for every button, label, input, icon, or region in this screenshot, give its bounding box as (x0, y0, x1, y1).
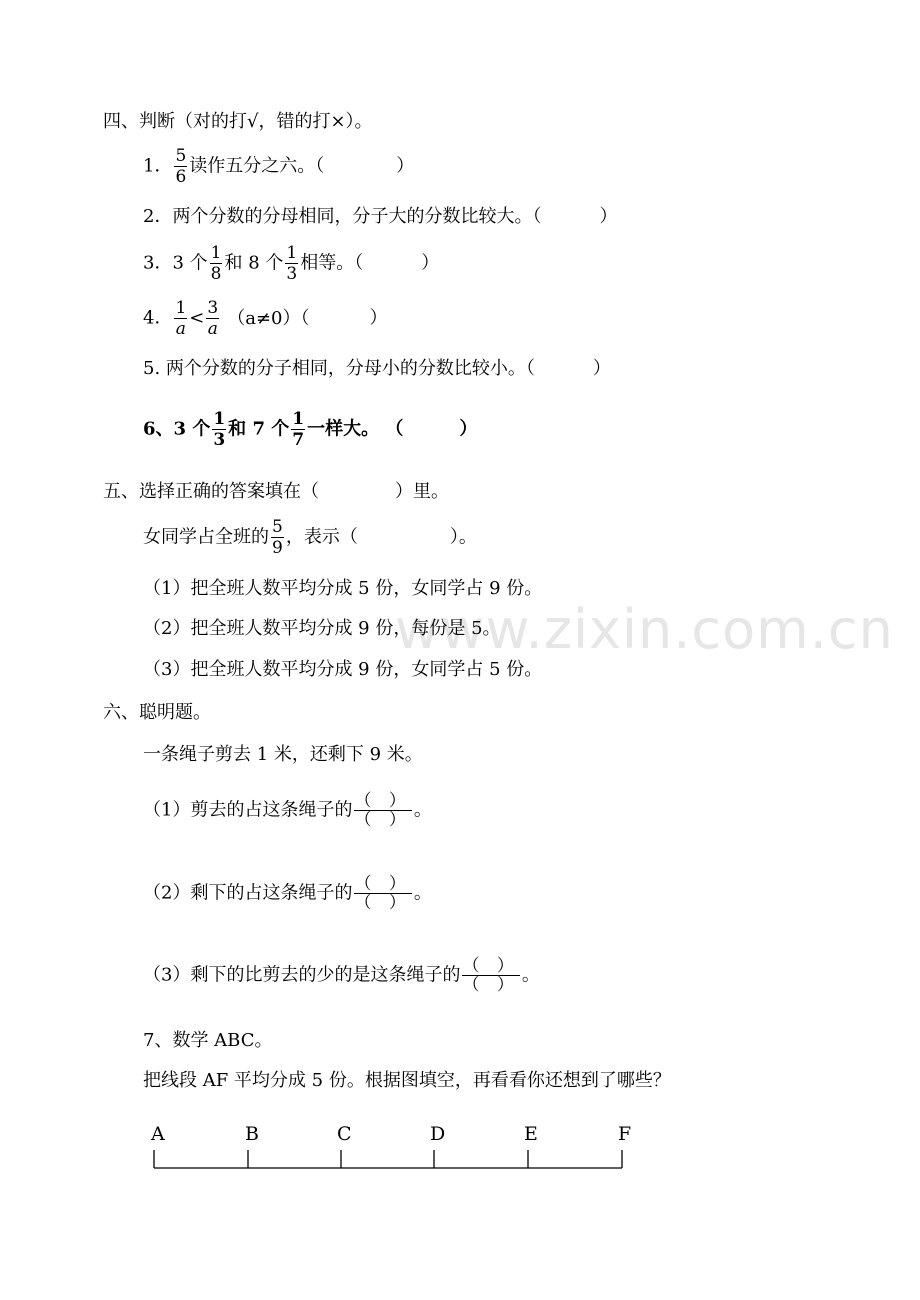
period: 。 (521, 964, 540, 986)
q4-num: 4． (143, 307, 173, 329)
option-2: （2）把全班人数平均分成 9 份，每份是 5。 (143, 618, 501, 639)
watermark: www.zixin.com.cn (395, 598, 894, 661)
q6-fraction-1: $\frac{1}{3}$ (213, 409, 226, 450)
section7-heading: 7、数学 ABC。 (143, 1030, 273, 1051)
q6-pre: 6、3 个 (143, 418, 211, 440)
q4-close: ） (369, 307, 388, 329)
section5-stem-post: ，表示（ (285, 526, 358, 548)
q3-mid: 和 8 个 (224, 252, 284, 274)
period: 。 (413, 882, 432, 904)
option-3: （3）把全班人数平均分成 9 份，女同学占 5 份。 (143, 659, 543, 680)
label-a: A (151, 1123, 165, 1145)
label-d: D (430, 1123, 446, 1145)
section4-heading: 四、判断（对的打√，错的打×）。 (103, 111, 373, 132)
q3-pre: 3．3 个 (143, 252, 208, 274)
label-c: C (337, 1123, 352, 1145)
section5-stem-close: ）。 (449, 526, 477, 548)
q1-close: ） (396, 155, 415, 177)
q4-fraction-2: $\frac{3}{a}$ (207, 298, 219, 339)
section5-heading-post: ）里。 (395, 481, 449, 502)
section5-fraction: $\frac{5}{9}$ (272, 517, 283, 558)
q6-fraction-2: $\frac{1}{7}$ (292, 409, 305, 450)
q3-close: ） (421, 252, 440, 274)
label-e: E (524, 1123, 538, 1145)
section5-stem-pre: 女同学占全班的 (143, 526, 269, 548)
blank-fraction: （ ） （ ） (462, 956, 520, 995)
q4-fraction-1: $\frac{1}{a}$ (175, 298, 187, 339)
label-f: F (618, 1123, 632, 1145)
q5-text: 5. 两个分数的分子相同，分母小的分数比较小。（ (143, 358, 535, 379)
section6-q1-text: （1）剪去的占这条绳子的 (143, 799, 353, 821)
q2-close: ） (599, 206, 618, 227)
blank-fraction: （ ） （ ） (354, 791, 412, 830)
section5-heading-pre: 五、选择正确的答案填在（ (103, 481, 319, 502)
q1-text: 读作五分之六。（ (189, 155, 325, 177)
label-b: B (245, 1123, 259, 1145)
section6-heading: 六、聪明题。 (103, 702, 211, 723)
q1-fraction: $\frac{5}{6}$ (175, 146, 187, 187)
section7-stem: 把线段 AF 平均分成 5 份。根据图填空，再看看你还想到了哪些？ (143, 1070, 671, 1091)
q3-fraction-1: $\frac{1}{8}$ (210, 243, 222, 284)
section6-q2-text: （2）剩下的占这条绳子的 (143, 882, 353, 904)
option-1: （1）把全班人数平均分成 5 份，女同学占 9 份。 (143, 578, 543, 599)
q3-fraction-2: $\frac{1}{3}$ (286, 243, 298, 284)
q4-post: （a≠0）（ (227, 307, 310, 329)
q6-close: ） (459, 418, 478, 440)
section6-q3-text: （3）剩下的比剪去的少的是这条绳子的 (143, 964, 461, 986)
q3-post: 相等。（ (300, 252, 364, 274)
period: 。 (413, 799, 432, 821)
q4-less-than: < (189, 307, 205, 329)
q6-mid: 和 7 个 (228, 418, 290, 440)
section6-stem: 一条绳子剪去 1 米，还剩下 9 米。 (143, 744, 423, 765)
q2-text: 2．两个分数的分母相同，分子大的分数比较大。（ (143, 206, 542, 227)
q6-post: 一样大。 （ (307, 418, 404, 440)
q5-close: ） (592, 358, 611, 379)
q1-num: 1． (143, 155, 173, 177)
blank-fraction: （ ） （ ） (354, 874, 412, 913)
